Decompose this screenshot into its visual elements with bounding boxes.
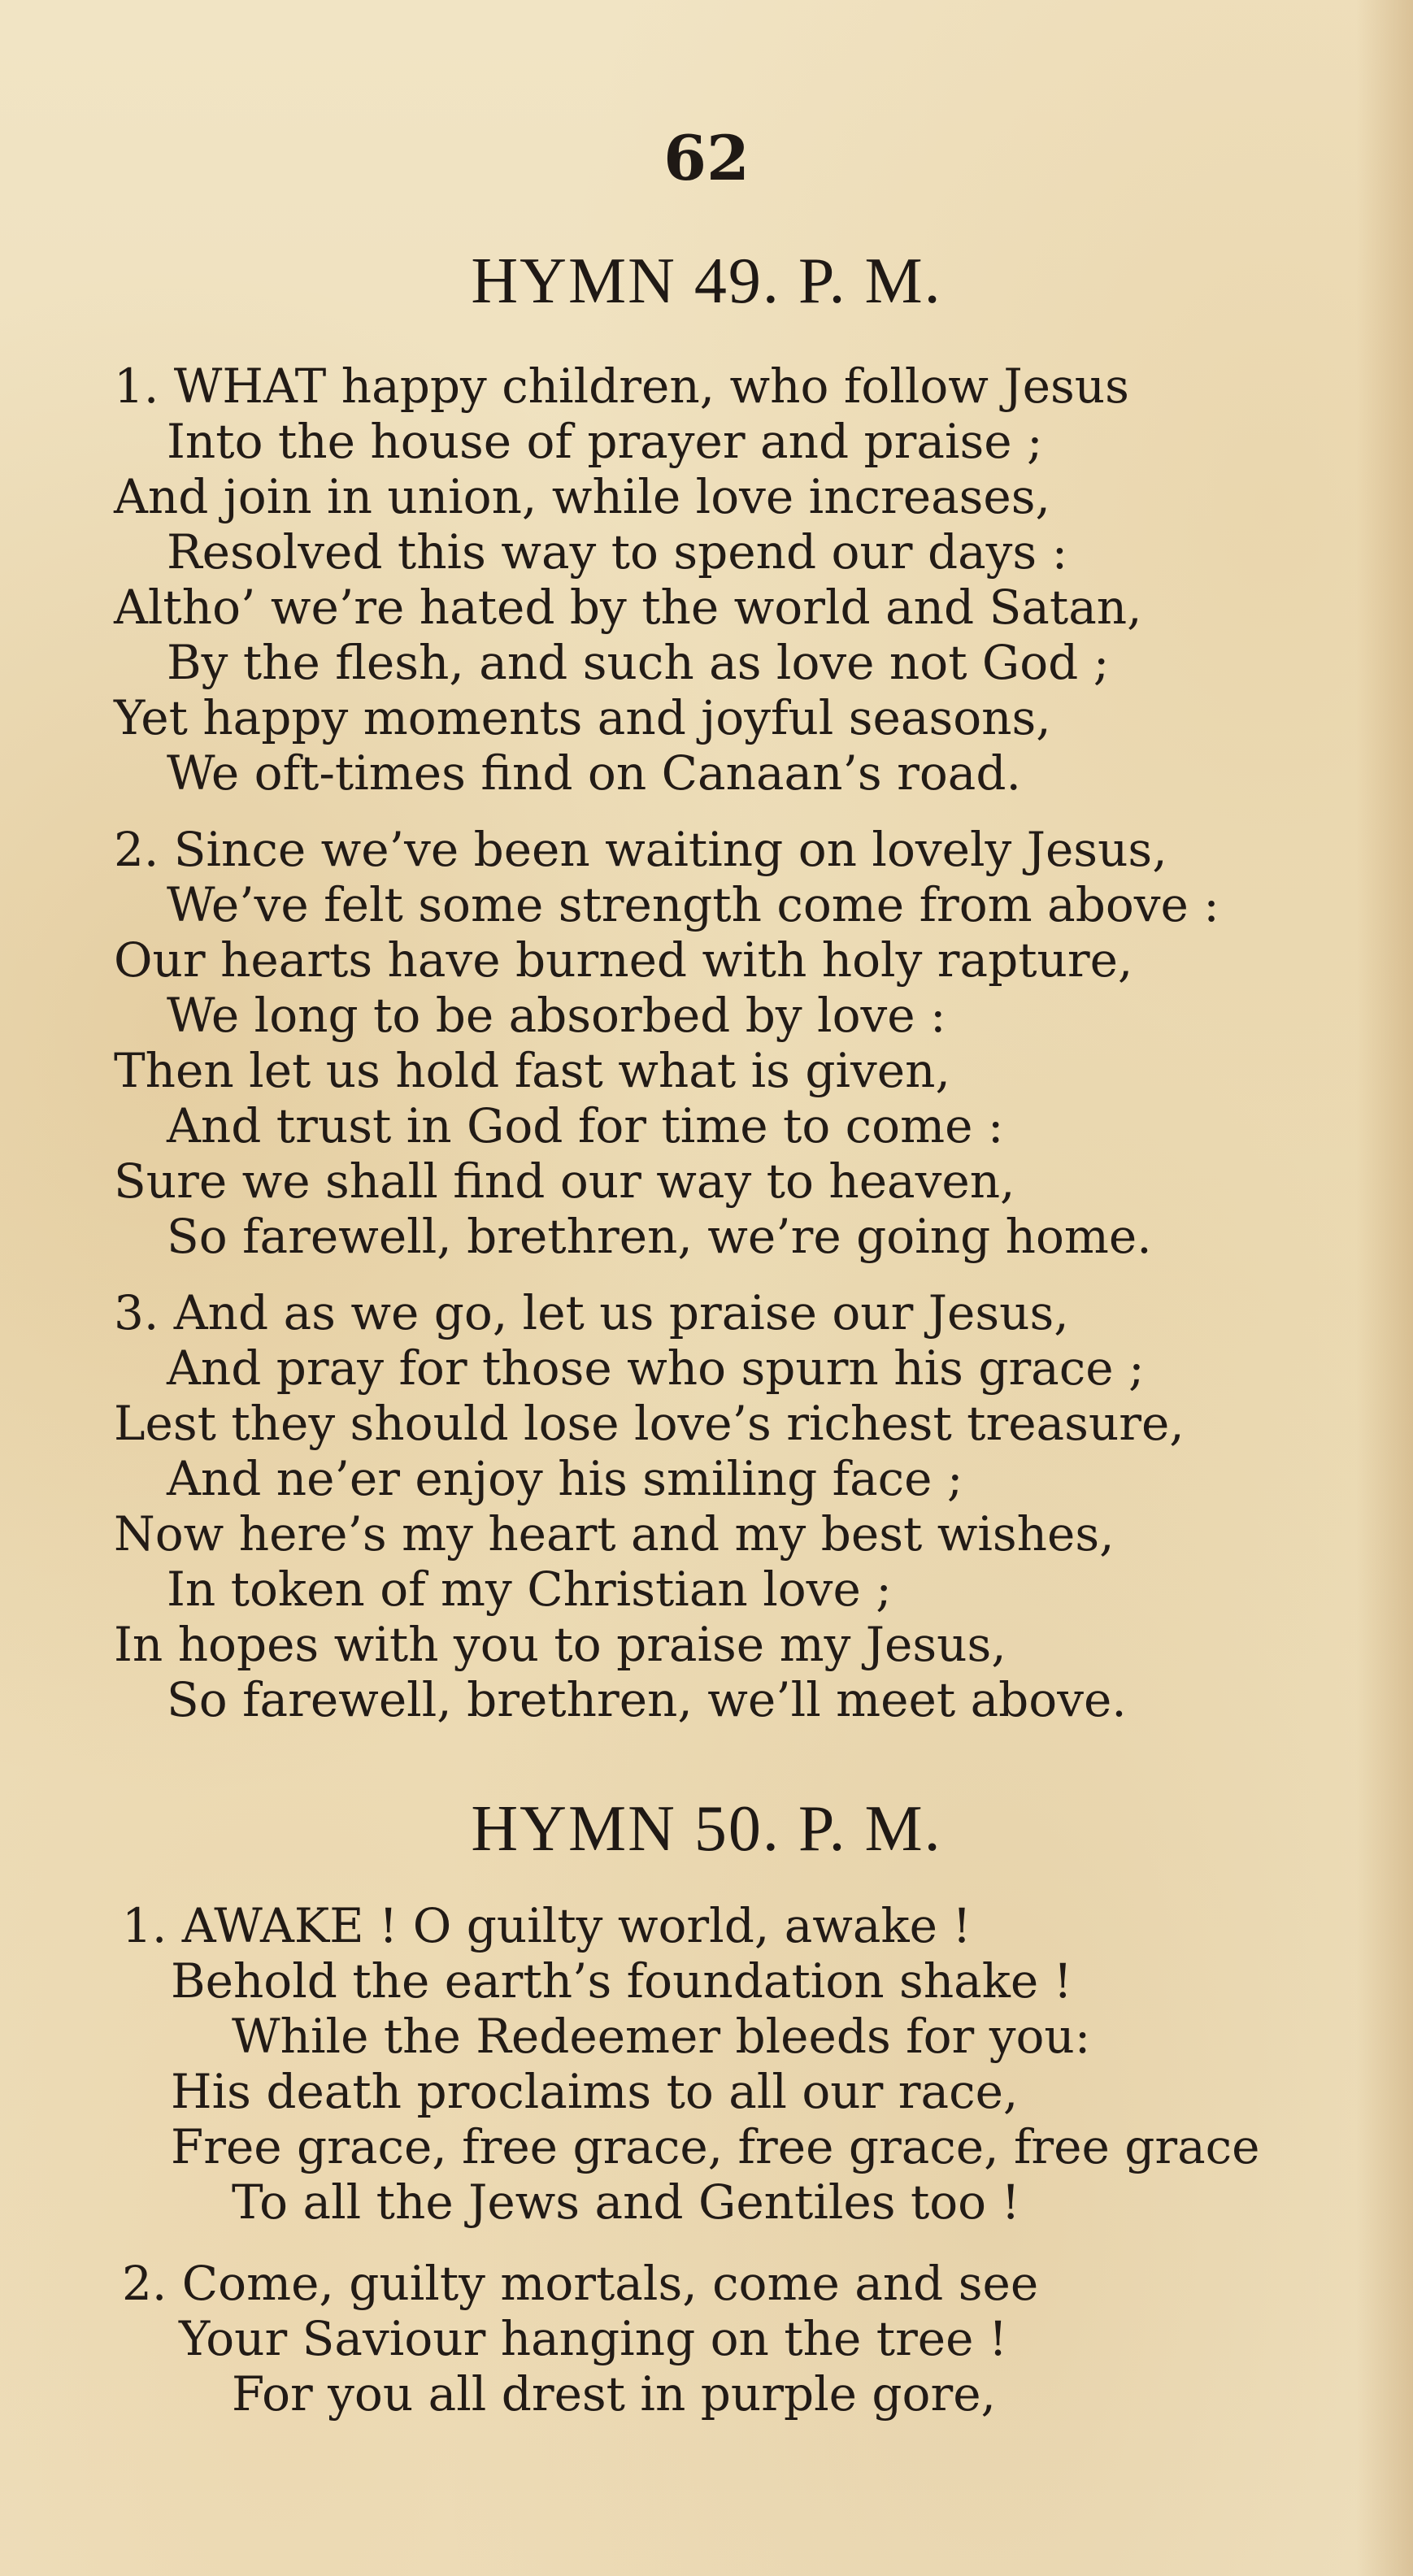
verse-line: 2. Come, guilty mortals, come and see (122, 2256, 1039, 2311)
verse-line: Yet happy moments and joyful seasons, (114, 690, 1051, 745)
verse-line: And join in union, while love increases, (114, 469, 1050, 524)
verse-line: By the flesh, and such as love not God ; (167, 635, 1110, 690)
verse-line: In token of my Christian love ; (167, 1562, 892, 1617)
verse-line: Our hearts have burned with holy rapture, (114, 932, 1133, 988)
verse-line: We oft-times find on Canaan’s road. (167, 745, 1021, 801)
verse-line: In hopes with you to praise my Jesus, (114, 1617, 1006, 1672)
verse-line: Into the house of prayer and praise ; (167, 414, 1043, 469)
verse-line: We’ve felt some strength come from above : (167, 877, 1220, 932)
page-number: 62 (663, 122, 750, 194)
verse-line: And ne’er enjoy his smiling face ; (167, 1451, 963, 1506)
verse-line: So farewell, brethren, we’ll meet above. (167, 1672, 1127, 1727)
page-edge-shadow (1356, 0, 1413, 2576)
verse-line: While the Redeemer bleeds for you: (232, 2009, 1091, 2064)
verse-line: Free grace, free grace, free grace, free grace (171, 2119, 1260, 2174)
verse-line: Behold the earth’s foundation shake ! (171, 1953, 1072, 2009)
verse-line: Your Saviour hanging on the tree ! (179, 2311, 1008, 2366)
verse-line: We long to be absorbed by love : (167, 988, 946, 1043)
hymn-50-title: HYMN 50. P. M. (471, 1793, 942, 1865)
verse-line: And trust in God for time to come : (167, 1098, 1004, 1153)
verse-line: Now here’s my heart and my best wishes, (114, 1506, 1115, 1562)
verse-line: So farewell, brethren, we’re going home. (167, 1209, 1152, 1264)
verse-line: Resolved this way to spend our days : (167, 524, 1068, 580)
verse-line: To all the Jews and Gentiles too ! (232, 2174, 1020, 2230)
verse-line: 3. And as we go, let us praise our Jesus, (114, 1285, 1069, 1340)
verse-line: For you all drest in purple gore, (232, 2366, 996, 2422)
verse-line: 2. Since we’ve been waiting on lovely Jesus, (114, 822, 1167, 877)
verse-line: 1. WHAT happy children, who follow Jesus (114, 358, 1129, 414)
verse-line: And pray for those who spurn his grace ; (167, 1340, 1145, 1396)
verse-line: Altho’ we’re hated by the world and Satan, (114, 580, 1142, 635)
hymn-49-title: HYMN 49. P. M. (471, 245, 942, 317)
verse-line: 1. AWAKE ! O guilty world, awake ! (122, 1898, 972, 1953)
verse-line: Lest they should lose love’s richest treasure, (114, 1396, 1185, 1451)
verse-line: His death proclaims to all our race, (171, 2064, 1019, 2119)
verse-line: Then let us hold fast what is given, (114, 1043, 950, 1098)
verse-line: Sure we shall find our way to heaven, (114, 1153, 1015, 1209)
